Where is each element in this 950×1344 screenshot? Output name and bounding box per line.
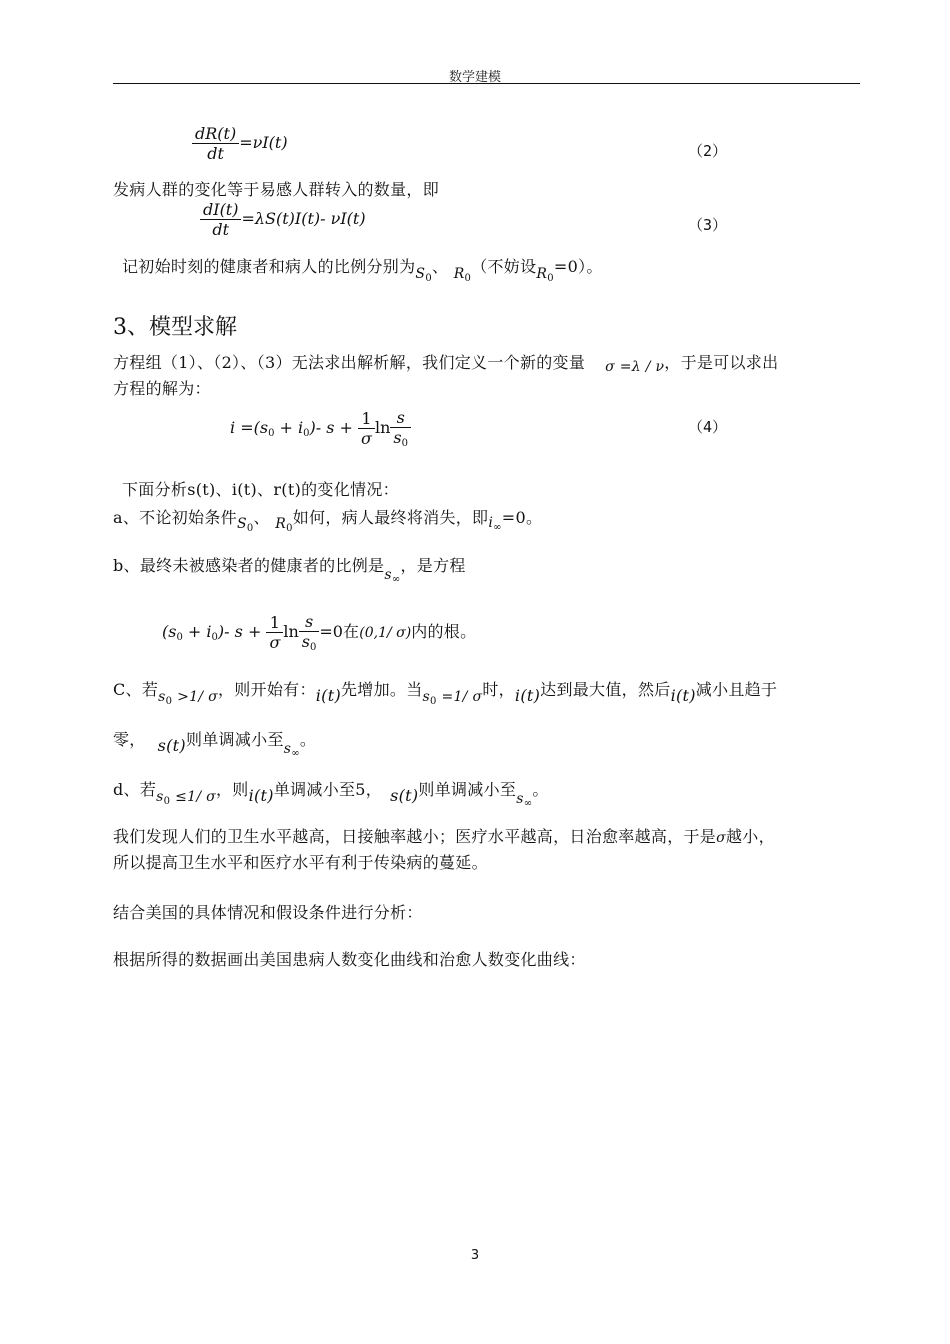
- equation-4-s0-subscript: 0: [268, 428, 275, 439]
- item-d-s-inf-subscript: ∞: [523, 798, 533, 809]
- equation-3-fraction: [200, 200, 241, 239]
- item-c-i-t-3: i(t): [670, 686, 696, 705]
- equation-2-fraction: [192, 124, 239, 163]
- equation-root-fraction-1: [266, 613, 283, 652]
- item-c-condition-1: [158, 689, 218, 705]
- equation-3-label: （3）: [688, 216, 728, 234]
- item-a-s0-symbol: S: [236, 516, 247, 532]
- text-sick-change: 发病人群的变化等于易感人群转入的数量，即: [113, 180, 440, 199]
- equation-root-frac2-den-subscript: 0: [310, 642, 317, 653]
- initial-r0-assume-subscript: 0: [547, 273, 554, 284]
- item-d-s-t: s(t): [390, 786, 419, 805]
- item-c-i-t-1: i(t): [315, 686, 341, 705]
- text-initial-conditions: [122, 254, 603, 284]
- item-a-r0: [275, 516, 293, 532]
- equation-4-plus-i: + i: [274, 418, 304, 437]
- conclusion-line2: 所以提高卫生水平和医疗水平有利于传染病的蔓延。: [113, 853, 488, 872]
- equation-root-frac1-num: 1: [269, 613, 280, 632]
- item-a: [113, 505, 543, 534]
- page-header-title: 数学建模: [448, 70, 501, 85]
- item-b-text-b: ，是方程: [400, 556, 466, 575]
- equation-2-numerator: dR(t): [195, 124, 237, 143]
- item-c-line2-text-b: 则单调减小至: [185, 730, 284, 749]
- equation-3-rhs: =λS(t)I(t)- νI(t): [241, 209, 366, 228]
- item-c-text-e: 达到最大值，然后: [540, 680, 671, 699]
- item-a-s0: [237, 516, 254, 532]
- initial-sep: 、: [431, 257, 449, 276]
- item-d-condition: [156, 789, 216, 805]
- item-c-text-c: 先增加。当: [341, 680, 423, 699]
- equation-4-frac2-den: [390, 427, 411, 449]
- item-c-line2-text-c: 。: [299, 730, 317, 749]
- item-a-i-inf-symbol: i: [488, 515, 494, 531]
- equation-root-ln: ln: [283, 622, 299, 641]
- item-d-i-t: i(t): [248, 786, 274, 805]
- sigma-definition: σ =λ / ν: [605, 359, 665, 375]
- equation-root: [162, 612, 476, 653]
- item-a-sep: 、: [253, 508, 270, 527]
- initial-s0: [415, 266, 432, 282]
- item-a-text-a: a、不论初始条件: [113, 508, 237, 527]
- equation-2-denominator: dt: [192, 143, 239, 163]
- item-d-text-e: 。: [532, 780, 549, 799]
- item-c-line2: [113, 727, 317, 759]
- solve-text-a: 方程组（1）、（2）、（3）无法求出解析解，我们定义一个新的变量: [113, 353, 586, 372]
- equation-4-label: （4）: [688, 418, 728, 436]
- equation-root-interval: (0,1/ σ): [359, 625, 412, 641]
- item-a-i-inf: [488, 515, 501, 531]
- equation-root-frac2-num: s: [304, 612, 314, 631]
- text-us-analysis: 结合美国的具体情况和假设条件进行分析：: [113, 903, 423, 922]
- solve-text-b: ，于是可以求出: [664, 353, 779, 372]
- item-c-line1: [113, 677, 778, 707]
- equation-root-s0-subscript: 0: [176, 632, 183, 643]
- equation-4-frac2-den-subscript: 0: [401, 438, 408, 449]
- equation-4-ln: ln: [374, 418, 391, 437]
- equation-4-fraction-2: [390, 408, 411, 449]
- initial-text-b: （不妨设: [471, 257, 537, 276]
- initial-text-c: =0）。: [553, 257, 603, 276]
- equation-root-plus-i: + i: [182, 622, 212, 641]
- item-c-cond2-subscript: 0: [430, 696, 437, 707]
- item-d-cond-symbol: s: [156, 789, 164, 805]
- text-solve-line1: [113, 350, 778, 373]
- item-d-cond-rhs: ≤1/ σ: [170, 789, 216, 805]
- item-d-text-c: 单调减小至5，: [273, 780, 383, 799]
- equation-4-frac2-den-symbol: s: [393, 428, 402, 447]
- equation-4: [230, 408, 411, 449]
- item-a-text-c: =0。: [501, 508, 543, 527]
- equation-4-frac1-num: 1: [361, 409, 372, 428]
- item-d-text-b: ，则: [215, 780, 249, 799]
- item-c-s-t: s(t): [157, 736, 186, 755]
- equation-root-text-in: 在: [342, 622, 360, 641]
- item-c-cond1-symbol: s: [158, 689, 166, 705]
- equation-root-fraction-2: [299, 612, 320, 653]
- initial-s0-subscript: 0: [425, 273, 432, 284]
- section-heading: 3、模型求解: [113, 315, 237, 340]
- conclusion-text-b: 越小，: [725, 827, 775, 846]
- item-d-s-inf: [516, 791, 532, 807]
- item-b-s-inf-subscript: ∞: [391, 574, 401, 585]
- item-b-s-inf: [384, 567, 400, 583]
- equation-root-frac2-den: [299, 631, 320, 653]
- initial-r0-subscript: 0: [464, 273, 472, 284]
- conclusion-sigma: σ: [716, 830, 726, 846]
- equation-4-mid: )- s +: [309, 418, 353, 437]
- equation-2-rhs: =νI(t): [239, 133, 288, 152]
- equation-root-frac1-den: σ: [266, 632, 283, 652]
- equation-root-text-root: 内的根。: [411, 622, 477, 641]
- item-c-condition-2: [423, 689, 483, 705]
- item-b-s-inf-symbol: s: [384, 567, 392, 583]
- equation-4-i0-subscript: 0: [303, 428, 310, 439]
- equation-root-rhs: =0: [319, 622, 343, 641]
- item-c-s-inf-subscript: ∞: [291, 748, 300, 759]
- item-c-cond2-symbol: s: [422, 689, 431, 705]
- item-c-s-inf-symbol: s: [283, 741, 292, 757]
- item-b: [113, 553, 466, 585]
- item-c-i-t-2: i(t): [514, 686, 541, 705]
- text-analysis-intro: 下面分析s(t)、i(t)、r(t)的变化情况：: [122, 480, 399, 499]
- item-c-text-a: C、若: [113, 680, 159, 699]
- page-number: 3: [470, 1248, 480, 1263]
- text-curves: 根据所得的数据画出美国患病人数变化曲线和治愈人数变化曲线：: [113, 950, 586, 969]
- item-d: [113, 777, 549, 809]
- item-a-r0-symbol: R: [275, 516, 287, 532]
- item-b-text-a: b、最终未被感染者的健康者的比例是: [113, 556, 385, 575]
- item-c-cond1-subscript: 0: [165, 696, 173, 707]
- item-a-r0-subscript: 0: [286, 523, 293, 534]
- initial-r0: [454, 266, 472, 282]
- initial-text-a: 记初始时刻的健康者和病人的比例分别为: [122, 257, 416, 276]
- equation-4-frac2-num: s: [396, 408, 405, 427]
- item-d-text-a: d、若: [113, 780, 157, 799]
- conclusion-line1: [113, 824, 775, 847]
- item-d-s-inf-symbol: s: [516, 791, 524, 807]
- item-a-text-b: 如何，病人最终将消失，即: [292, 508, 489, 527]
- equation-3: [200, 200, 366, 239]
- header-rule: [113, 83, 860, 84]
- equation-2: [192, 124, 288, 163]
- initial-r0-assume: [536, 266, 554, 282]
- conclusion-text-a: 我们发现人们的卫生水平越高，日接触率越小；医疗水平越高，日治愈率越高，于是: [113, 827, 717, 846]
- equation-4-frac1-den: σ: [358, 428, 375, 448]
- item-c-cond1-rhs: >1/ σ: [172, 689, 218, 705]
- equation-root-i0-subscript: 0: [211, 632, 218, 643]
- equation-3-numerator: dI(t): [203, 200, 239, 219]
- item-c-text-d: 时，: [482, 680, 515, 699]
- initial-r0-symbol: R: [453, 266, 465, 282]
- item-a-i-inf-subscript: ∞: [493, 522, 502, 533]
- item-c-text-f: 减小且趋于: [695, 680, 778, 699]
- equation-4-lhs: i =(s: [230, 418, 269, 437]
- initial-r0-assume-symbol: R: [536, 266, 548, 282]
- text-solve-line2: 方程的解为：: [113, 379, 211, 398]
- item-d-cond-subscript: 0: [163, 796, 171, 807]
- item-c-cond2-rhs: =1/ σ: [436, 689, 483, 705]
- item-d-text-d: 则单调减小至: [418, 780, 517, 799]
- equation-root-lhs: (s: [162, 622, 177, 641]
- initial-s0-symbol: S: [415, 266, 426, 282]
- equation-root-mid: )- s +: [217, 622, 262, 641]
- equation-3-denominator: dt: [200, 219, 241, 239]
- item-a-s0-subscript: 0: [246, 523, 254, 534]
- item-c-line2-text-a: 零，: [113, 730, 146, 749]
- equation-root-frac2-den-symbol: s: [301, 632, 310, 651]
- equation-4-fraction-1: [358, 409, 375, 448]
- equation-2-label: （2）: [688, 142, 728, 160]
- item-c-s-inf: [284, 741, 300, 757]
- item-c-text-b: ，则开始有：: [217, 680, 316, 699]
